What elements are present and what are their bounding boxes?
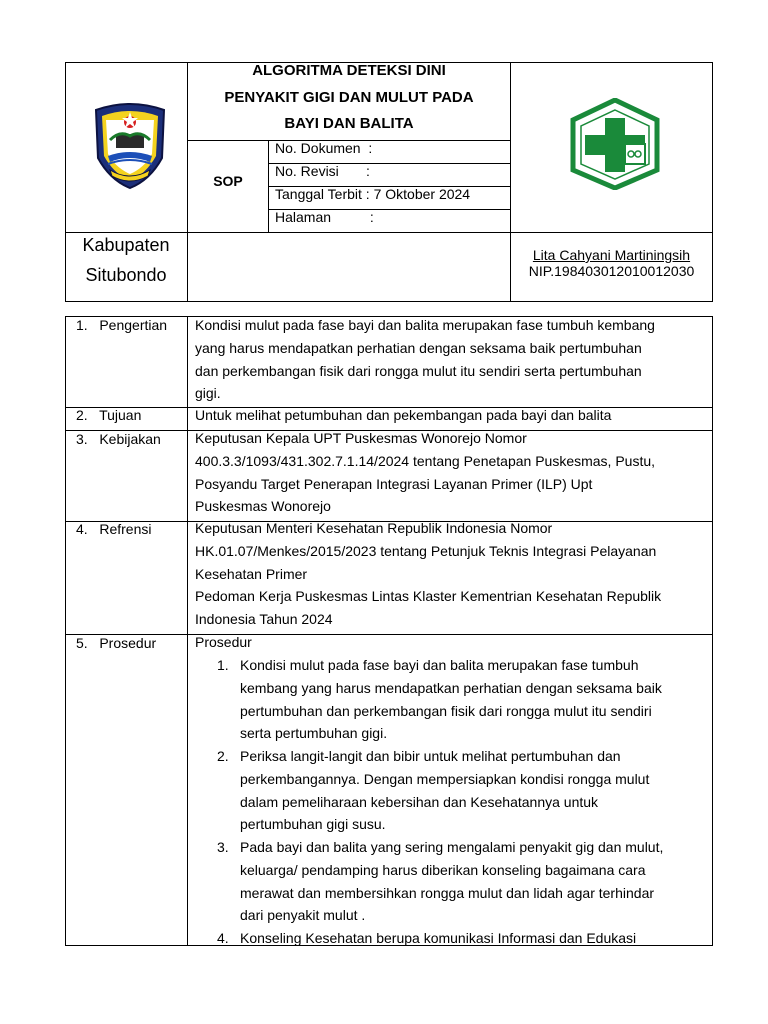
step-line: pertumbuhan gigi susu.	[240, 816, 386, 833]
prosedur-line: Prosedur	[195, 634, 252, 650]
regency-emblem-logo	[90, 100, 170, 190]
pengertian-line: dan perkembangan fisik dari rongga mulut itu sendiri serta pertumbuhan	[195, 362, 642, 379]
section-label-refrensi: 4. Refrensi	[76, 521, 152, 537]
signatory-nip: NIP.198403012010012030	[528, 263, 695, 279]
signatory-name: Lita Cahyani Martiningsih	[532, 247, 691, 263]
section-label-tujuan: 2. Tujuan	[76, 407, 142, 423]
step-line: Pada bayi dan balita yang sering mengalami penyakit gig dan mulut,	[240, 839, 664, 855]
refrensi-line: Pedoman Kerja Puskesmas Lintas Klaster Kementrian Kesehatan Republik	[195, 588, 662, 605]
step-line: Kondisi mulut pada fase bayi dan balita merupakan fase tumbuh	[240, 657, 639, 673]
step-line: dalam pemeliharaan kebersihan dan Kesehatannya untuk	[240, 793, 599, 810]
procedure-step-3	[240, 836, 705, 927]
region-name-line-2: Situbondo	[85, 265, 167, 285]
section-pengertian-text	[195, 314, 705, 405]
step-line: perkembangannya. Dengan mempersiapkan kondisi rongga mulut	[240, 770, 650, 787]
step-line: merawat dan membersihkan rongga mulut dan lidah agar terhindar	[240, 884, 655, 901]
section-tujuan-text	[195, 404, 705, 427]
document-title-line-2: PENYAKIT GIGI DAN MULUT PADA	[224, 89, 474, 106]
document-title-line-3: BAYI DAN BALITA	[284, 115, 414, 132]
refrensi-line: Indonesia Tahun 2024	[195, 611, 333, 628]
page-info: Halaman :	[275, 209, 374, 225]
step-number: 1.	[217, 657, 229, 673]
region-name-line-1: Kabupaten	[82, 235, 170, 255]
step-line: pertumbuhan dan perkembangan fisik dari rongga mulut itu sendiri	[240, 702, 652, 719]
puskesmas-logo	[569, 98, 661, 190]
step-number: 2.	[217, 748, 229, 764]
document-title-line-1: ALGORITMA DETEKSI DINI	[252, 62, 446, 79]
step-line: Konseling Kesehatan berupa komunikasi Informasi dan Edukasi	[240, 930, 637, 946]
revision-number: No. Revisi :	[275, 163, 370, 179]
pengertian-line: yang harus mendapatkan perhatian dengan seksama baik pertumbuhan	[195, 339, 642, 356]
refrensi-line: Keputusan Menteri Kesehatan Republik Indonesia Nomor	[195, 520, 553, 536]
step-line: kembang yang harus mendapatkan perhatian dengan seksama baik	[240, 679, 662, 696]
issue-date: Tanggal Terbit : 7 Oktober 2024	[275, 186, 471, 202]
kebijakan-line: Posyandu Target Penerapan Integrasi Layanan Primer (ILP) Upt	[195, 475, 593, 492]
kebijakan-line: 400.3.3/1093/431.302.7.1.14/2024 tentang Penetapan Puskesmas, Pustu,	[195, 452, 656, 469]
section-prosedur-heading	[195, 631, 705, 654]
document-number: No. Dokumen :	[275, 140, 373, 156]
section-label-kebijakan: 3. Kebijakan	[76, 431, 161, 447]
pengertian-line: gigi.	[195, 385, 221, 402]
section-kebijakan-text	[195, 427, 705, 518]
section-label-prosedur: 5. Prosedur	[76, 635, 157, 651]
sop-label: SOP	[213, 173, 243, 189]
procedure-step-4	[240, 927, 705, 950]
step-line: Periksa langit-langit dan bibir untuk melihat pertumbuhan dan	[240, 748, 621, 764]
tujuan-line: Untuk melihat petumbuhan dan pekembangan pada bayi dan balita	[195, 407, 612, 423]
step-number: 3.	[217, 839, 229, 855]
pengertian-line: Kondisi mulut pada fase bayi dan balita merupakan fase tumbuh kembang	[195, 317, 655, 333]
section-refrensi-text	[195, 517, 705, 631]
kebijakan-line: Puskesmas Wonorejo	[195, 498, 331, 515]
step-number: 4.	[217, 930, 229, 946]
step-line: dari penyakit mulut .	[240, 907, 366, 924]
kebijakan-line: Keputusan Kepala UPT Puskesmas Wonorejo Nomor	[195, 430, 527, 446]
refrensi-line: HK.01.07/Menkes/2015/2023 tentang Petunjuk Teknis Integrasi Pelayanan	[195, 542, 657, 559]
section-label-pengertian: 1. Pengertian	[76, 317, 168, 333]
step-line: serta pertumbuhan gigi.	[240, 725, 388, 742]
procedure-step-1	[240, 654, 705, 745]
step-line: keluarga/ pendamping harus diberikan konseling bagaimana cara	[240, 861, 646, 878]
procedure-step-2	[240, 745, 705, 836]
refrensi-line: Kesehatan Primer	[195, 565, 308, 582]
